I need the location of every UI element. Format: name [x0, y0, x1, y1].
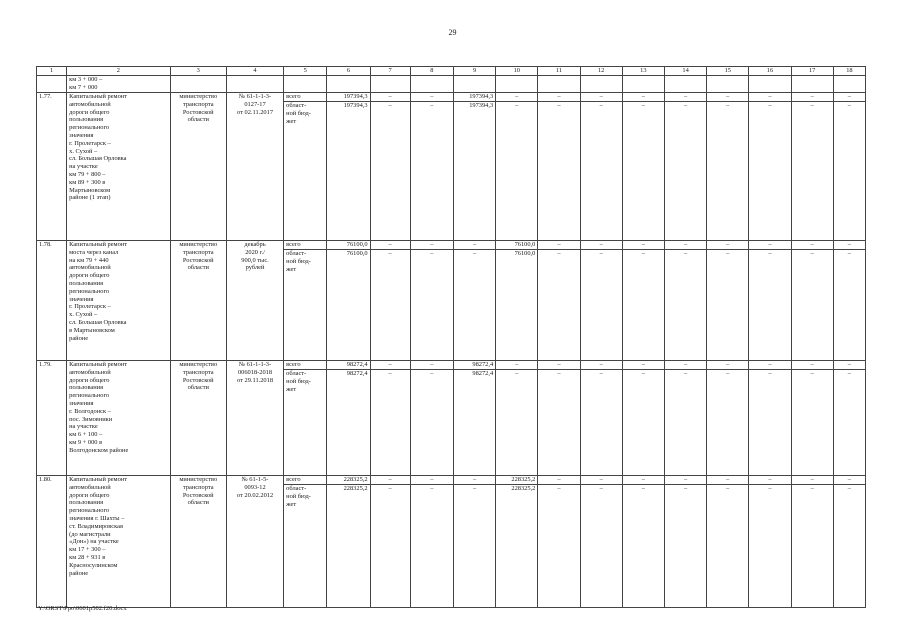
amount-cell: – — [580, 485, 622, 608]
amount-cell: – — [410, 250, 453, 361]
amount-cell: – — [370, 102, 410, 241]
amount-cell: – — [833, 102, 865, 241]
amount-cell: 76100,0 — [327, 250, 370, 361]
amount-cell: – — [622, 241, 664, 250]
amount-cell: – — [538, 102, 580, 241]
amount-cell: – — [664, 102, 706, 241]
funding-source-budget: област- ной бюд- жет — [284, 102, 327, 241]
amount-cell: – — [664, 241, 706, 250]
column-number-header: 8 — [410, 67, 453, 76]
amount-cell: 98272,4 — [327, 370, 370, 476]
amount-cell: 76100,0 — [496, 250, 538, 361]
amount-cell: – — [410, 476, 453, 485]
empty-cell — [833, 76, 865, 93]
amount-cell: 76100,0 — [496, 241, 538, 250]
empty-cell — [580, 76, 622, 93]
empty-cell — [284, 76, 327, 93]
amount-cell: – — [622, 485, 664, 608]
amount-cell: – — [833, 485, 865, 608]
empty-cell — [170, 76, 226, 93]
amount-cell: – — [496, 93, 538, 102]
amount-cell: – — [622, 361, 664, 370]
measure-row — [37, 241, 866, 250]
amount-cell: 76100,0 — [327, 241, 370, 250]
column-number-header: 13 — [622, 67, 664, 76]
amount-cell: – — [580, 476, 622, 485]
amount-cell: – — [791, 370, 833, 476]
amount-cell: – — [622, 102, 664, 241]
amount-cell: – — [707, 485, 749, 608]
amount-cell: – — [410, 370, 453, 476]
column-number-header: 14 — [664, 67, 706, 76]
amount-cell: 228325,2 — [496, 476, 538, 485]
footer-file-path: Y:\ORST\Ppo\0601p502.f20.docx — [38, 605, 127, 612]
amount-cell: – — [707, 102, 749, 241]
funding-source-total: всего — [284, 241, 327, 250]
empty-cell — [37, 76, 67, 93]
amount-cell: – — [622, 476, 664, 485]
amount-cell: – — [370, 370, 410, 476]
amount-cell: – — [791, 485, 833, 608]
amount-cell: – — [538, 485, 580, 608]
amount-cell: – — [496, 361, 538, 370]
amount-cell: – — [664, 250, 706, 361]
column-number-header: 16 — [749, 67, 791, 76]
empty-cell — [370, 76, 410, 93]
column-number-header: 6 — [327, 67, 370, 76]
column-number-header: 10 — [496, 67, 538, 76]
column-number-header: 12 — [580, 67, 622, 76]
amount-cell: – — [791, 476, 833, 485]
amount-cell: – — [707, 476, 749, 485]
amount-cell: – — [622, 250, 664, 361]
column-number-header: 17 — [791, 67, 833, 76]
column-number-header: 3 — [170, 67, 226, 76]
amount-cell: – — [538, 361, 580, 370]
measure-number: 1.79. — [37, 361, 67, 476]
amount-cell: – — [410, 485, 453, 608]
amount-cell: – — [749, 250, 791, 361]
responsible-organization: министерство транспорта Ростовской области — [170, 476, 226, 608]
amount-cell: – — [791, 102, 833, 241]
measure-row — [37, 93, 866, 102]
amount-cell: – — [496, 102, 538, 241]
continuation-row — [37, 76, 866, 93]
amount-cell: – — [791, 93, 833, 102]
amount-cell: – — [707, 370, 749, 476]
amount-cell: – — [580, 241, 622, 250]
amount-cell: – — [538, 241, 580, 250]
project-document: № 61-1-1-3- 0127-17 от 02.11.2017 — [226, 93, 283, 241]
amount-cell: – — [580, 370, 622, 476]
amount-cell: – — [580, 250, 622, 361]
measure-number: 1.80. — [37, 476, 67, 608]
amount-cell: – — [707, 241, 749, 250]
amount-cell: – — [664, 361, 706, 370]
amount-cell: – — [791, 250, 833, 361]
continuation-text: км 3 + 000 – км 7 + 000 — [67, 76, 170, 93]
funding-source-budget: област- ной бюд- жет — [284, 485, 327, 608]
column-number-header: 18 — [833, 67, 865, 76]
amount-cell: – — [791, 361, 833, 370]
project-document: № 61-1-1-3- 006018-2018 от 29.11.2018 — [226, 361, 283, 476]
column-number-row — [37, 67, 866, 76]
measure-row — [37, 476, 866, 485]
amount-cell: – — [538, 93, 580, 102]
column-number-header: 11 — [538, 67, 580, 76]
amount-cell: – — [453, 485, 495, 608]
column-number-header: 15 — [707, 67, 749, 76]
amount-cell: – — [370, 241, 410, 250]
amount-cell: – — [370, 250, 410, 361]
amount-cell: 228325,2 — [496, 485, 538, 608]
amount-cell: – — [833, 93, 865, 102]
empty-cell — [749, 76, 791, 93]
amount-cell: – — [370, 361, 410, 370]
page-number: 29 — [448, 28, 457, 37]
column-number-header: 2 — [67, 67, 170, 76]
empty-cell — [410, 76, 453, 93]
project-document: декабрь 2020 г./ 900,0 тыс. рублей — [226, 241, 283, 361]
column-number-header: 7 — [370, 67, 410, 76]
amount-cell: 228325,2 — [327, 485, 370, 608]
responsible-organization: министерство транспорта Ростовской области — [170, 361, 226, 476]
amount-cell: – — [410, 102, 453, 241]
amount-cell: – — [749, 361, 791, 370]
empty-cell — [791, 76, 833, 93]
amount-cell: 197394,3 — [327, 102, 370, 241]
amount-cell: – — [664, 93, 706, 102]
funding-source-total: всего — [284, 361, 327, 370]
empty-cell — [622, 76, 664, 93]
column-number-header: 1 — [37, 67, 67, 76]
amount-cell: – — [749, 370, 791, 476]
funding-source-budget: област- ной бюд- жет — [284, 370, 327, 476]
amount-cell: – — [370, 476, 410, 485]
amount-cell: – — [580, 93, 622, 102]
measure-name: Капитальный ремонт автомобильной дороги общего пользования регионального значения г. Волгодонск – пос. Зимовники на участке км 6 + 100 – км 9 + 000 в Волгодонском районе — [67, 361, 170, 476]
responsible-organization: министерство транспорта Ростовской области — [170, 93, 226, 241]
amount-cell: – — [453, 250, 495, 361]
amount-cell: – — [833, 370, 865, 476]
amount-cell: 197394,3 — [327, 93, 370, 102]
empty-cell — [496, 76, 538, 93]
amount-cell: 197394,3 — [453, 93, 495, 102]
amount-cell: – — [453, 476, 495, 485]
amount-cell: – — [664, 485, 706, 608]
project-document: № 61-1-5- 0093-12 от 20.02.2012 — [226, 476, 283, 608]
amount-cell: – — [538, 476, 580, 485]
amount-cell: 98272,4 — [453, 361, 495, 370]
funding-source-budget: област- ной бюд- жет — [284, 250, 327, 361]
amount-cell: – — [580, 361, 622, 370]
amount-cell: 228325,2 — [327, 476, 370, 485]
amount-cell: – — [622, 93, 664, 102]
empty-cell — [664, 76, 706, 93]
empty-cell — [453, 76, 495, 93]
measure-number: 1.77. — [37, 93, 67, 241]
empty-cell — [538, 76, 580, 93]
amount-cell: – — [410, 93, 453, 102]
amount-cell: – — [707, 361, 749, 370]
amount-cell: – — [749, 485, 791, 608]
amount-cell: – — [749, 241, 791, 250]
amount-cell: – — [664, 476, 706, 485]
funding-source-total: всего — [284, 93, 327, 102]
amount-cell: – — [791, 241, 833, 250]
amount-cell: – — [833, 250, 865, 361]
program-table — [36, 66, 866, 608]
amount-cell: – — [453, 241, 495, 250]
amount-cell: – — [664, 370, 706, 476]
amount-cell: 197394,3 — [453, 102, 495, 241]
empty-cell — [327, 76, 370, 93]
amount-cell: – — [749, 476, 791, 485]
amount-cell: – — [707, 250, 749, 361]
measure-name: Капитальный ремонт автомобильной дороги общего пользования регионального значения г. Пролетарск – х. Сухой – сл. Большая Орловка на участке км 79 + 800 – км 89 + 300 в Мартыновском районе (1 этап) — [67, 93, 170, 241]
amount-cell: – — [410, 241, 453, 250]
amount-cell: – — [707, 93, 749, 102]
empty-cell — [707, 76, 749, 93]
amount-cell: – — [370, 485, 410, 608]
amount-cell: – — [538, 370, 580, 476]
amount-cell: – — [749, 102, 791, 241]
amount-cell: – — [833, 241, 865, 250]
amount-cell: – — [622, 370, 664, 476]
column-number-header: 9 — [453, 67, 495, 76]
measure-name: Капитальный ремонт моста через канал на км 79 + 440 автомобильной дороги общего пользования регионального значения г. Пролетарск – х. Сухой – сл. Большая Орловка в Мартыновском районе — [67, 241, 170, 361]
measure-row — [37, 361, 866, 370]
amount-cell: – — [538, 250, 580, 361]
amount-cell: – — [410, 361, 453, 370]
funding-source-total: всего — [284, 476, 327, 485]
measure-name: Капитальный ремонт автомобильной дороги общего пользования регионального значения г. Шахты – ст. Владимировская (до магистрали «Дон») на участке км 17 + 300 – км 28 + 931 в Красносулинском районе — [67, 476, 170, 608]
responsible-organization: министерство транспорта Ростовской области — [170, 241, 226, 361]
column-number-header: 4 — [226, 67, 283, 76]
amount-cell: – — [833, 361, 865, 370]
amount-cell: – — [749, 93, 791, 102]
empty-cell — [226, 76, 283, 93]
column-number-header: 5 — [284, 67, 327, 76]
amount-cell: 98272,4 — [327, 361, 370, 370]
amount-cell: – — [496, 370, 538, 476]
amount-cell: 98272,4 — [453, 370, 495, 476]
measure-number: 1.78. — [37, 241, 67, 361]
amount-cell: – — [580, 102, 622, 241]
amount-cell: – — [833, 476, 865, 485]
amount-cell: – — [370, 93, 410, 102]
